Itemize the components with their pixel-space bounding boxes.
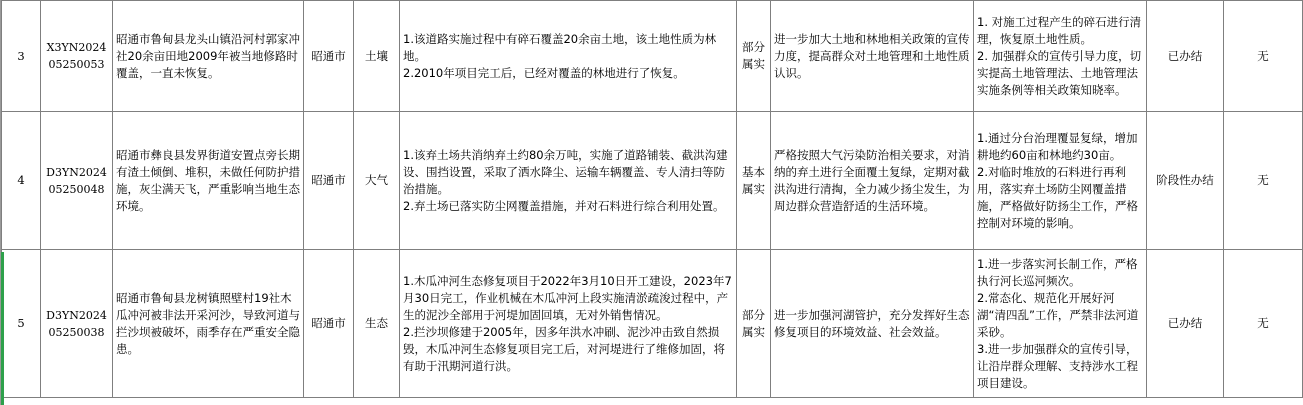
- cell-city[interactable]: 昭通市: [304, 250, 354, 398]
- cell-category[interactable]: 生态: [354, 250, 400, 398]
- findings-line: 2.2010年项目完工后，已经对覆盖的林地进行了恢复。: [403, 65, 685, 80]
- case-table: [1, 0, 1303, 398]
- cell-handling[interactable]: 进一步加强河湖管护，充分发挥好生态修复项目的环境效益、社会效益。: [771, 250, 974, 398]
- cell-handling[interactable]: 严格按照大气污染防治相关要求，对消纳的弃土进行全面覆土复绿，定期对截洪沟进行清掏，全力减少扬尘发生，为周边群众营造舒适的生活环境。: [771, 112, 974, 250]
- cell-measures[interactable]: [974, 1, 1147, 112]
- measures-line: 1.通过分台治理覆显复绿，增加耕地约60亩和林地约30亩。: [977, 130, 1138, 162]
- measures-line: 2.对临时堆放的石料进行再利用，落实弃土场防尘网覆盖措施，严格做好防扬尘工作，严格控制对环境的影响。: [977, 164, 1138, 230]
- cell-findings[interactable]: [400, 1, 737, 112]
- measures-line: 3.进一步加强群众的宣传引导，让沿岸群众理解、支持涉水工程项目建设。: [977, 341, 1138, 390]
- measures-line: 1.进一步落实河长制工作，严格执行河长巡河频次。: [977, 256, 1138, 288]
- cell-city[interactable]: 昭通市: [304, 112, 354, 250]
- cell-issue[interactable]: 昭通市彝良县发界街道安置点旁长期有渣土倾倒、堆积，未做任何防护措施，灰尘满天飞，严重影响当地生态环境。: [113, 112, 304, 250]
- cell-findings[interactable]: [400, 250, 737, 398]
- table-row: [2, 112, 1303, 250]
- measures-line: 2.常态化、规范化开展好河湖“清四乱”工作，严禁非法河道采砂。: [977, 290, 1139, 339]
- cell-category[interactable]: 大气: [354, 112, 400, 250]
- cell-issue[interactable]: 昭通市鲁甸县龙头山镇沿河村郭家冲社20余亩田地2009年被当地修路时覆盖，一直未恢复。: [113, 1, 304, 112]
- cell-accountability[interactable]: 无: [1224, 1, 1303, 112]
- cell-code[interactable]: X3YN202405250053: [41, 1, 113, 112]
- cell-category[interactable]: 土壤: [354, 1, 400, 112]
- cell-accountability[interactable]: 无: [1224, 250, 1303, 398]
- cell-status[interactable]: 已办结: [1147, 1, 1224, 112]
- cell-city[interactable]: 昭通市: [304, 1, 354, 112]
- table-row: [2, 250, 1303, 398]
- cell-index[interactable]: 4: [2, 112, 41, 250]
- cell-findings[interactable]: [400, 112, 737, 250]
- cell-handling[interactable]: 进一步加大土地和林地相关政策的宣传力度，提高群众对土地管理和土地性质认识。: [771, 1, 974, 112]
- measures-line: 1. 对施工过程产生的碎石进行清理，恢复原土地性质。: [977, 14, 1142, 46]
- findings-line: 1.该道路实施过程中有碎石覆盖20余亩土地，该土地性质为林地。: [403, 31, 717, 63]
- cell-verdict[interactable]: 部分属实: [737, 250, 771, 398]
- cell-status[interactable]: 阶段性办结: [1147, 112, 1224, 250]
- cell-code[interactable]: D3YN202405250048: [41, 112, 113, 250]
- cell-index[interactable]: 3: [2, 1, 41, 112]
- cell-index[interactable]: 5: [2, 250, 41, 398]
- cell-measures[interactable]: [974, 112, 1147, 250]
- cell-issue[interactable]: 昭通市鲁甸县龙树镇照壁村19社木瓜冲河被非法开采河沙，导致河道与拦沙坝被破坏，雨季存在严重安全隐患。: [113, 250, 304, 398]
- table-row: [2, 1, 1303, 112]
- findings-line: 2.拦沙坝修建于2005年，因多年洪水冲刷、泥沙冲击致自然损毁，木瓜冲河生态修复项目完工后，对河堤进行了维修加固，将有助于汛期河道行洪。: [403, 324, 725, 373]
- measures-line: 2. 加强群众的宣传引导力度，切实提高土地管理法、土地管理法实施条例等相关政策知晓率。: [977, 48, 1142, 97]
- findings-line: 2.弃土场已落实防尘网覆盖措施，并对石料进行综合利用处置。: [403, 198, 725, 213]
- findings-line: 1.木瓜冲河生态修复项目于2022年3月10日开工建设，2023年7月30日完工，作业机械在木瓜冲河上段实施清淤疏浚过程中，产生的泥沙全部用于河堤加固回填，无对外销售情况。: [403, 273, 732, 322]
- cell-verdict[interactable]: 基本属实: [737, 112, 771, 250]
- row-selection-indicator: [1, 252, 4, 405]
- cell-accountability[interactable]: 无: [1224, 112, 1303, 250]
- findings-line: 1.该弃土场共消纳弃土约80余万吨，实施了道路铺装、截洪沟建设、围挡设置，采取了洒水降尘、运输车辆覆盖、专人清扫等防治措施。: [403, 147, 728, 196]
- cell-measures[interactable]: [974, 250, 1147, 398]
- cell-verdict[interactable]: 部分属实: [737, 1, 771, 112]
- cell-code[interactable]: D3YN202405250038: [41, 250, 113, 398]
- cell-status[interactable]: 已办结: [1147, 250, 1224, 398]
